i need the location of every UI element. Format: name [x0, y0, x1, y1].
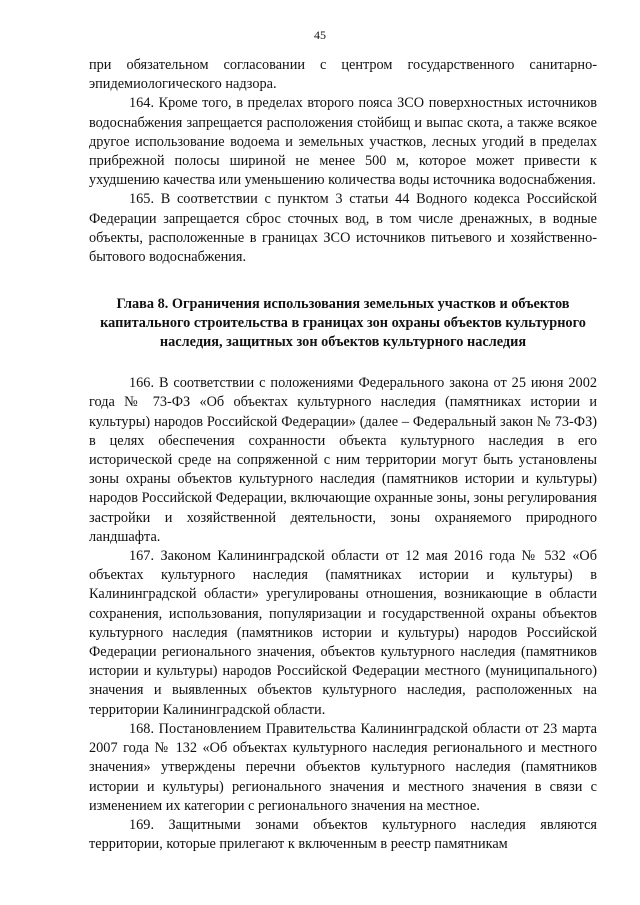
paragraph-164: 164. Кроме того, в пределах второго пояса ЗСО поверхностных источников водоснабжения запрещается расположения стойбищ и выпас скота, а также всякое другое использование водоема и земельных участков, лесных угодий в пределах прибрежной полосы шириной не менее 500 м, которое может привести к ухудшению качества или уменьшению количества воды источника водоснабжения.: [89, 95, 597, 189]
paragraph-167: 167. Законом Калининградской области от 12 мая 2016 года № 532 «Об объектах культурного наследия (памятниках истории и культуры) в Калининградской области» урегулированы отношения, возникающие в области сохранения, использования, популяризации и государственной охраны объектов культурного наследия (памятников истории и культуры) народов Российской Федерации регионального значения, объектов культурного наследия (памятников истории и культуры) народов Российской Федерации местного (муниципального) значения и выявленных объектов культурного наследия, расположенных на территории Калининградской области.: [89, 548, 597, 718]
paragraph-continuation: при обязательном согласовании с центром государственного санитарно-эпидемиологического надзора.: [89, 57, 597, 93]
document-body: [89, 56, 597, 854]
page-number: 45: [314, 28, 326, 42]
paragraph-165: 165. В соответствии с пунктом 3 статьи 44 Водного кодекса Российской Федерации запрещается сброс сточных вод, в том числе дренажных, в водные объекты, расположенные в границах ЗСО источников питьевого и хозяйственно-бытового водоснабжения.: [89, 191, 597, 266]
chapter-heading: Глава 8. Ограничения использования земельных участков и объектов капитального строительства в границах зон охраны объектов культурного наследия, защитных зон объектов культурного наследия: [100, 296, 586, 351]
paragraph-169: 169. Защитными зонами объектов культурного наследия являются территории, которые прилегают к включенным в реестр памятникам: [89, 816, 597, 853]
paragraph-168: 168. Постановлением Правительства Калининградской области от 23 марта 2007 года № 132 «Об объектах культурного наследия регионального и местного значения» утверждены перечни объектов культурного наследия (памятников истории и культуры) регионального значения и местного значения в связи с изменением их категории с регионального значения на местное.: [89, 720, 597, 814]
paragraph-166: 166. В соответствии с положениями Федерального закона от 25 июня 2002 года № 73-ФЗ «Об объектах культурного наследия (памятниках истории и культуры) народов Российской Федерации» (далее – Федеральный закон № 73-ФЗ) в целях обеспечения сохранности объекта культурного наследия в его исторической среде на сопряженной с ним территории могут быть установлены зоны охраны объектов культурного наследия (памятников истории и культуры) народов Российской Федерации, включающие охранные зоны, зоны регулирования застройки и хозяйственной деятельности, зоны охраняемого природного ландшафта.: [89, 375, 597, 545]
